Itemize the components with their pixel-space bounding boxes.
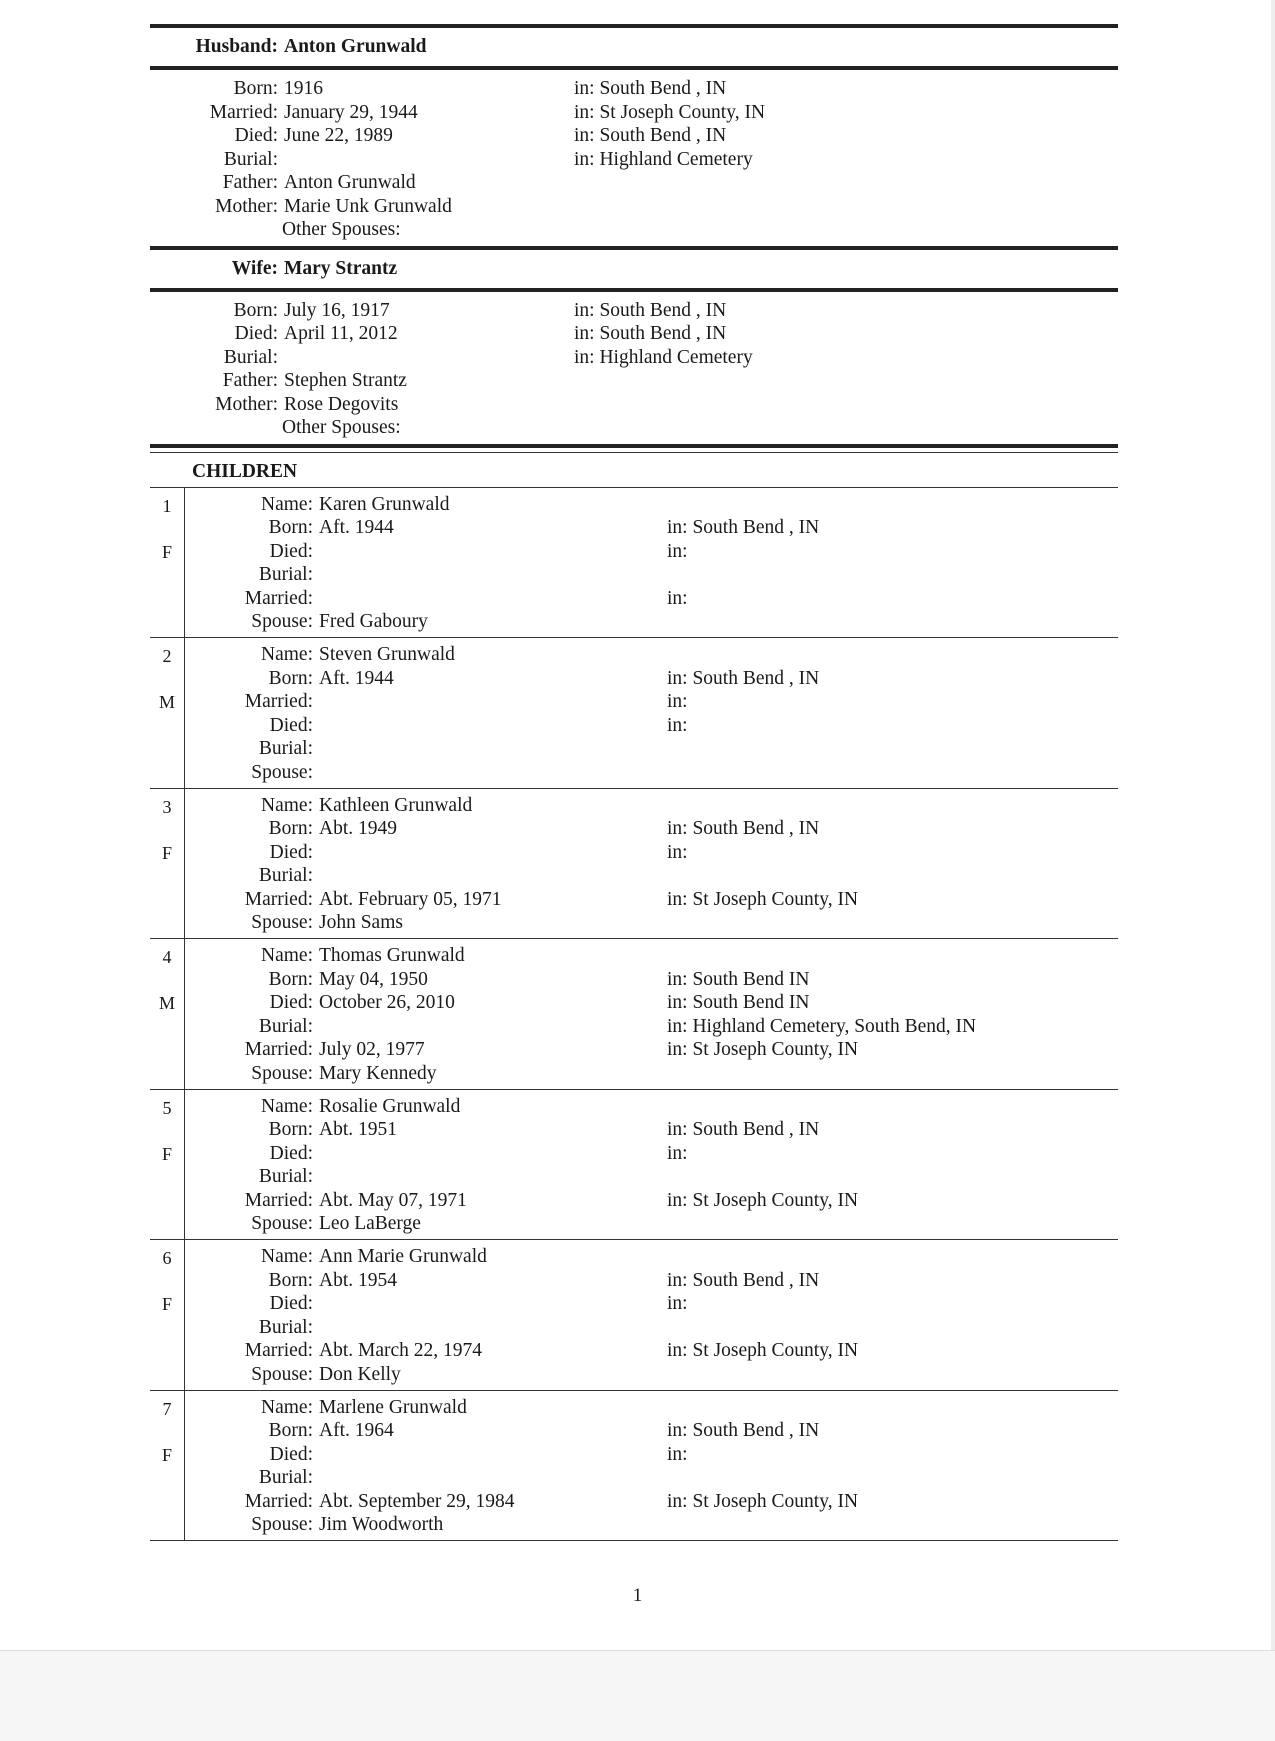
child-row-label: Spouse: <box>251 611 313 632</box>
child-row <box>185 944 1118 968</box>
husband-header <box>150 28 1118 66</box>
child-row-place: in: <box>667 841 688 863</box>
child-row-label: Died: <box>269 1293 313 1314</box>
scan-page-edge <box>1271 0 1275 1650</box>
husband-header-label: Husband: <box>195 36 278 57</box>
child-row <box>185 1292 1118 1316</box>
husband-row <box>150 148 1118 172</box>
husband-row <box>150 77 1118 101</box>
child-row-value: Steven Grunwald <box>319 644 455 665</box>
child-row <box>185 864 1118 888</box>
child-row-label: Born: <box>268 517 313 538</box>
child-sex: M <box>158 993 175 1013</box>
wife-row-place: in: Highland Cemetery <box>574 346 753 368</box>
child-number: 3 <box>162 796 172 817</box>
child-sex: F <box>161 1143 172 1164</box>
child-record <box>150 1391 1118 1542</box>
child-row <box>185 1095 1118 1119</box>
wife-details <box>150 292 1118 444</box>
child-row <box>185 493 1118 517</box>
wife-row-label: Mother: <box>215 393 278 415</box>
child-row-place: in: <box>667 714 688 736</box>
child-row-value: Aft. 1944 <box>319 517 394 538</box>
husband-row-place: in: Highland Cemetery <box>574 148 753 170</box>
child-record <box>150 1090 1118 1241</box>
child-row-place: in: St Joseph County, IN <box>667 888 859 910</box>
child-row-place: in: South Bend , IN <box>667 667 820 689</box>
child-row-label: Born: <box>268 968 313 990</box>
husband-row <box>150 124 1118 148</box>
child-row <box>185 737 1118 761</box>
child-row <box>185 563 1118 587</box>
child-row-place: in: <box>667 1293 688 1314</box>
wife-row-place: in: South Bend , IN <box>574 323 727 344</box>
child-row-label: Died: <box>269 841 313 863</box>
husband-row <box>150 171 1118 195</box>
wife-row-place: in: South Bend , IN <box>574 299 727 321</box>
child-row-value: October 26, 2010 <box>319 992 455 1013</box>
child-row-label: Name: <box>261 1396 313 1418</box>
husband-row-place: in: South Bend , IN <box>574 78 727 99</box>
child-row-place: in: South Bend , IN <box>667 1269 820 1291</box>
child-row <box>185 1269 1118 1293</box>
child-number: 6 <box>162 1248 172 1268</box>
wife-row-value: July 16, 1917 <box>284 299 390 321</box>
child-row-value: Karen Grunwald <box>319 493 450 515</box>
child-row <box>185 1419 1118 1443</box>
child-row-label: Spouse: <box>251 1363 313 1385</box>
child-row <box>185 911 1118 935</box>
child-row-place: in: <box>667 1142 688 1164</box>
child-row <box>185 1490 1118 1514</box>
child-row <box>185 1212 1118 1236</box>
child-row-label: Burial: <box>258 1015 313 1037</box>
child-row-value: Marlene Grunwald <box>319 1396 467 1418</box>
child-details <box>185 488 1118 638</box>
child-details <box>185 939 1118 1089</box>
wife-other-spouses: Other Spouses: <box>282 417 401 438</box>
child-row-label: Born: <box>268 1420 313 1441</box>
child-row <box>185 794 1118 818</box>
child-row-place: in: South Bend , IN <box>667 818 820 839</box>
child-row-label: Died: <box>269 714 313 736</box>
child-row-value: Fred Gaboury <box>319 611 428 632</box>
child-row-place: in: South Bend , IN <box>667 1420 820 1441</box>
child-row-label: Married: <box>244 1039 313 1060</box>
child-sex: F <box>161 842 172 863</box>
wife-row <box>150 346 1118 370</box>
child-row <box>185 761 1118 785</box>
child-details <box>185 638 1118 788</box>
child-number: 2 <box>162 646 172 666</box>
wife-row <box>150 322 1118 346</box>
child-row-value: Abt. February 05, 1971 <box>319 888 502 910</box>
child-row <box>185 1118 1118 1142</box>
child-row <box>185 1339 1118 1363</box>
child-row-place: in: <box>667 587 688 609</box>
child-row-place: in: <box>667 540 688 562</box>
child-row-label: Burial: <box>258 738 313 759</box>
child-row-place: in: South Bend IN <box>667 992 810 1013</box>
husband-row-label: Father: <box>222 172 278 193</box>
husband-row-label: Burial: <box>223 148 278 170</box>
child-row-value: Kathleen Grunwald <box>319 794 473 816</box>
child-index-cell <box>150 638 185 788</box>
child-index-cell <box>150 939 185 1089</box>
child-index-cell <box>150 1240 185 1390</box>
child-row-label: Born: <box>268 667 313 689</box>
wife-row-label: Born: <box>233 299 278 321</box>
child-row-label: Burial: <box>258 865 313 886</box>
husband-row-label: Married: <box>209 101 278 123</box>
child-row <box>185 888 1118 912</box>
child-row <box>185 667 1118 691</box>
child-row-place: in: South Bend IN <box>667 968 810 990</box>
child-sex: M <box>158 692 175 712</box>
child-record <box>150 488 1118 639</box>
child-row <box>185 1189 1118 1213</box>
child-row-value: May 04, 1950 <box>319 968 428 990</box>
child-row-label: Spouse: <box>251 761 313 783</box>
child-sex: F <box>161 541 172 562</box>
child-row <box>185 714 1118 738</box>
child-index-cell <box>150 789 185 939</box>
page-number: 1 <box>632 1585 643 1606</box>
child-row-value: Thomas Grunwald <box>319 945 465 966</box>
child-record <box>150 638 1118 789</box>
child-row-value: July 02, 1977 <box>319 1039 425 1060</box>
child-row-label: Spouse: <box>251 1213 313 1234</box>
child-row-value: Abt. 1954 <box>319 1269 397 1291</box>
child-row-label: Name: <box>261 794 313 816</box>
child-row-label: Died: <box>269 1443 313 1465</box>
child-row-label: Married: <box>244 1340 313 1361</box>
child-row <box>185 540 1118 564</box>
child-row-value: Leo LaBerge <box>319 1213 421 1234</box>
child-row-label: Born: <box>268 1269 313 1291</box>
wife-row-value: Stephen Strantz <box>284 370 407 391</box>
child-row-label: Name: <box>261 1246 313 1267</box>
child-row <box>185 1363 1118 1387</box>
child-row <box>185 610 1118 634</box>
child-row-place: in: St Joseph County, IN <box>667 1340 859 1361</box>
scan-bottom-margin <box>0 1650 1275 1741</box>
husband-row-label: Died: <box>234 125 278 146</box>
child-row-label: Name: <box>261 1095 313 1117</box>
child-row-place: in: South Bend , IN <box>667 1119 820 1140</box>
child-row <box>185 1245 1118 1269</box>
child-number: 1 <box>162 495 172 516</box>
child-record <box>150 789 1118 940</box>
child-row-label: Burial: <box>258 564 313 585</box>
child-row-label: Born: <box>268 818 313 839</box>
husband-row-value: 1916 <box>284 78 323 99</box>
child-row-label: Burial: <box>258 1467 313 1488</box>
child-row-value: John Sams <box>319 912 403 933</box>
child-row-label: Burial: <box>258 1166 313 1187</box>
husband-name: Anton Grunwald <box>284 36 427 57</box>
husband-row <box>150 195 1118 219</box>
child-row-value: Abt. 1951 <box>319 1119 397 1140</box>
child-row-value: Aft. 1944 <box>319 667 394 689</box>
children-title: CHILDREN <box>192 460 298 482</box>
child-row-label: Name: <box>261 644 313 665</box>
child-row-label: Married: <box>244 888 313 910</box>
child-row <box>185 1513 1118 1537</box>
wife-header-label: Wife: <box>231 257 278 279</box>
wife-row-label: Burial: <box>223 346 278 368</box>
child-row <box>185 643 1118 667</box>
child-row-place: in: Highland Cemetery, South Bend, IN <box>667 1015 977 1037</box>
child-row-label: Married: <box>244 1490 313 1512</box>
child-sex: F <box>161 1444 172 1465</box>
child-row <box>185 1396 1118 1420</box>
child-row-label: Married: <box>244 1189 313 1211</box>
child-details <box>185 1391 1118 1541</box>
family-group-sheet <box>150 24 1118 1541</box>
child-row-value: Rosalie Grunwald <box>319 1095 461 1117</box>
wife-row <box>150 393 1118 417</box>
child-row <box>185 968 1118 992</box>
child-row <box>185 516 1118 540</box>
child-row-value: Don Kelly <box>319 1363 401 1385</box>
child-row <box>185 841 1118 865</box>
child-row-label: Died: <box>269 1142 313 1164</box>
child-details <box>185 789 1118 939</box>
child-row-value: Abt. May 07, 1971 <box>319 1189 467 1211</box>
husband-other-spouses: Other Spouses: <box>282 219 401 240</box>
child-row-place: in: South Bend , IN <box>667 517 820 538</box>
child-row-value: Mary Kennedy <box>319 1062 437 1084</box>
child-row-label: Name: <box>261 945 313 966</box>
child-row <box>185 1062 1118 1086</box>
child-row <box>185 690 1118 714</box>
child-row-label: Married: <box>244 587 313 609</box>
child-row-value: Jim Woodworth <box>319 1514 444 1535</box>
child-record <box>150 1240 1118 1391</box>
child-row-label: Name: <box>261 493 313 515</box>
child-row <box>185 817 1118 841</box>
child-row-place: in: <box>667 1443 688 1465</box>
child-row-place: in: St Joseph County, IN <box>667 1189 859 1211</box>
child-row-value: Aft. 1964 <box>319 1420 394 1441</box>
child-row-label: Died: <box>269 992 313 1013</box>
wife-row-label: Father: <box>222 370 278 391</box>
wife-row-value: Rose Degovits <box>284 393 399 415</box>
husband-row-value: Anton Grunwald <box>284 172 416 193</box>
child-row <box>185 991 1118 1015</box>
child-row-label: Born: <box>268 1119 313 1140</box>
child-row-place: in: St Joseph County, IN <box>667 1490 859 1512</box>
husband-row-label: Mother: <box>215 195 278 217</box>
husband-row-place: in: South Bend , IN <box>574 125 727 146</box>
child-row <box>185 1038 1118 1062</box>
child-number: 4 <box>162 947 172 967</box>
child-index-cell <box>150 1090 185 1240</box>
wife-name: Mary Strantz <box>284 257 398 279</box>
child-row-label: Spouse: <box>251 912 313 933</box>
child-row-value: Ann Marie Grunwald <box>319 1246 487 1267</box>
wife-row-value: April 11, 2012 <box>284 323 398 344</box>
child-row-value: Abt. September 29, 1984 <box>319 1490 515 1512</box>
child-number: 7 <box>162 1398 172 1419</box>
child-row <box>185 1316 1118 1340</box>
child-details <box>185 1240 1118 1390</box>
child-row <box>185 1165 1118 1189</box>
child-row-label: Spouse: <box>251 1514 313 1535</box>
child-record <box>150 939 1118 1090</box>
child-row <box>185 587 1118 611</box>
child-details <box>185 1090 1118 1240</box>
child-index-cell <box>150 1391 185 1541</box>
child-row-label: Spouse: <box>251 1062 313 1084</box>
child-row-label: Married: <box>244 691 313 712</box>
husband-row-value: June 22, 1989 <box>284 125 393 146</box>
child-row-label: Died: <box>269 540 313 562</box>
child-row-value: Abt. March 22, 1974 <box>319 1340 483 1361</box>
husband-row-value: January 29, 1944 <box>284 101 418 123</box>
wife-row-label: Died: <box>234 323 278 344</box>
child-row <box>185 1466 1118 1490</box>
child-row-place: in: <box>667 691 688 712</box>
child-row-value: Abt. 1949 <box>319 818 397 839</box>
husband-row-place: in: St Joseph County, IN <box>574 101 766 123</box>
child-row <box>185 1142 1118 1166</box>
children-list <box>150 488 1118 1542</box>
wife-row <box>150 369 1118 393</box>
child-index-cell <box>150 488 185 638</box>
child-row <box>185 1443 1118 1467</box>
child-row-place: in: St Joseph County, IN <box>667 1039 859 1060</box>
child-sex: F <box>161 1294 172 1314</box>
husband-row-label: Born: <box>233 78 278 99</box>
husband-row <box>150 101 1118 125</box>
husband-row-value: Marie Unk Grunwald <box>284 195 452 217</box>
child-row <box>185 1015 1118 1039</box>
wife-row <box>150 299 1118 323</box>
husband-details <box>150 70 1118 246</box>
wife-header <box>150 250 1118 288</box>
child-row-label: Burial: <box>258 1316 313 1338</box>
child-number: 5 <box>162 1097 172 1118</box>
